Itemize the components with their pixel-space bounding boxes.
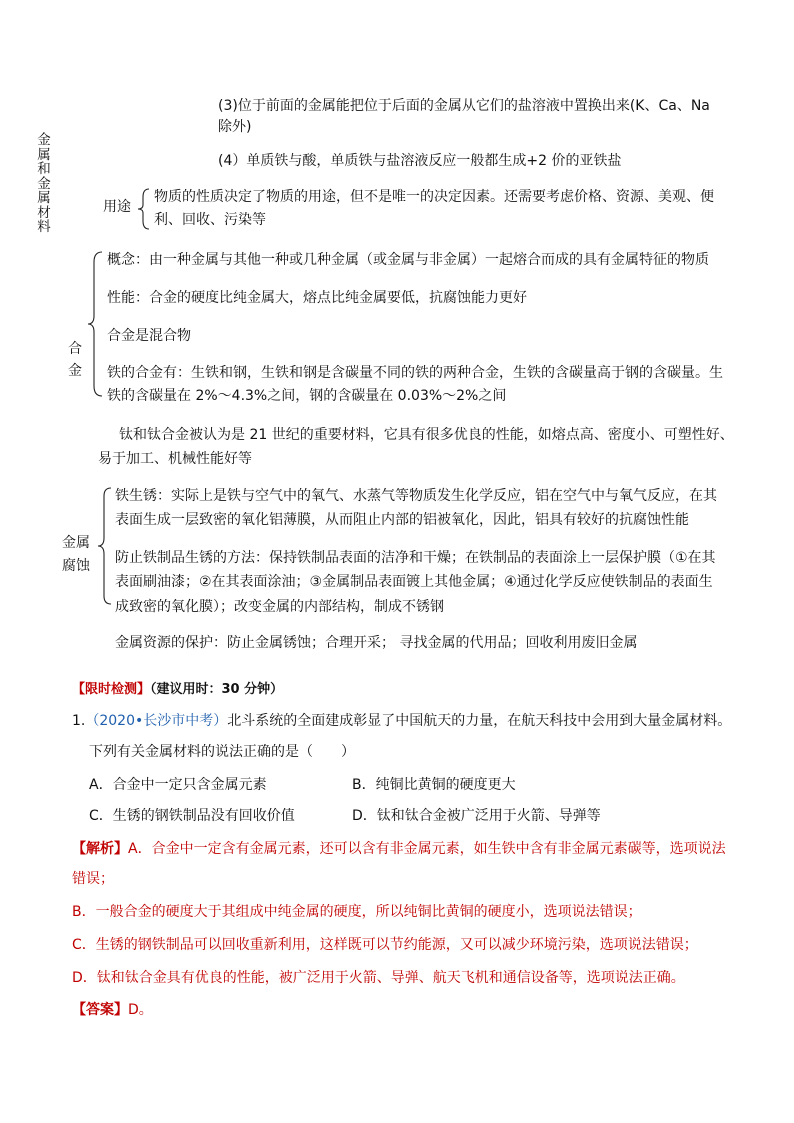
alloy-iron-line-2: 铁的含碳量在 2%～4.3%之间，钢的含碳量在 0.03%～2%之间 — [107, 388, 507, 404]
section-header — [72, 680, 283, 700]
analysis-line-d: D．钛和钛合金具有优良的性能，被广泛用于火箭、导弹、航天飞机和通信设备等，选项说法正确。 — [72, 970, 685, 986]
corrosion-brace — [96, 486, 114, 606]
analysis-label: 【解析】 — [72, 841, 128, 857]
alloy-property: 性能：合金的硬度比纯金属大，熔点比纯金属要低，抗腐蚀能力更好 — [107, 290, 527, 306]
analysis-a1-text: A．合金中一定含有金属元素，还可以含有非金属元素，如生铁中含有非金属元素碳等，选项说法 — [128, 841, 726, 857]
alloy-mixture: 合金是混合物 — [107, 328, 191, 344]
titanium-line-2: 易于加工、机械性能好等 — [98, 451, 252, 467]
property-line-3a: (3)位于前面的金属能把位于后面的金属从它们的盐溶液中置换出来(K、Ca、Na — [218, 98, 710, 114]
answer-value: D。 — [128, 1002, 153, 1018]
corrosion-prevent-line-2: 表面刷油漆；②在其表面涂油；③金属制品表面镀上其他金属；④通过化学反应使铁制品的表面生 — [115, 574, 713, 590]
question-stem-1: 北斗系统的全面建成彰显了中国航天的力量，在航天科技中会用到大量金属材料。 — [227, 713, 732, 729]
question-stem-2: 下列有关金属材料的说法正确的是（ ） — [89, 744, 355, 760]
question-1-line-1 — [72, 711, 731, 731]
resources-protection: 金属资源的保护：防止金属锈蚀；合理开采； 寻找金属的代用品；回收利用废旧金属 — [115, 635, 638, 651]
option-c: C．生锈的钢铁制品没有回收价值 — [89, 808, 295, 824]
section-time-note: （建议用时：30 分钟） — [150, 682, 284, 697]
analysis-line-b: B．一般合金的硬度大于其组成中纯金属的硬度，所以纯铜比黄铜的硬度小，选项说法错误； — [72, 904, 642, 920]
analysis-line-a1 — [72, 839, 726, 859]
corrosion-rust-line-1: 铁生锈：实际上是铁与空气中的氧气、水蒸气等物质发生化学反应，铝在空气中与氧气反应，在其 — [115, 488, 717, 504]
alloy-concept: 概念：由一种金属与其他一种或几种金属（或金属与非金属）一起熔合而成的具有金属特征的物质 — [107, 252, 709, 268]
use-label: 用途 — [103, 199, 131, 215]
corrosion-rust-line-2: 表面生成一层致密的氧化铝薄膜，从而阻止内部的铝被氧化，因此，铝具有较好的抗腐蚀性能 — [115, 512, 689, 528]
analysis-line-a2: 错误； — [72, 871, 114, 887]
alloy-brace — [86, 250, 106, 398]
option-a: A．合金中一定只含金属元素 — [89, 777, 267, 793]
analysis-line-c: C．生锈的钢铁制品可以回收重新利用，这样既可以节约能源，又可以减少环境污染，选项说法错误； — [72, 937, 698, 953]
use-line-2: 利、回收、污染等 — [154, 212, 266, 228]
use-brace — [136, 187, 152, 231]
question-source: （2020•长沙市中考） — [85, 713, 228, 729]
alloy-label-1: 合 — [68, 341, 82, 357]
corrosion-label-1: 金属 — [62, 535, 90, 551]
use-line-1: 物质的性质决定了物质的用途，但不是唯一的决定因素。还需要考虑价格、资源、美观、便 — [154, 189, 714, 205]
answer-label: 【答案】 — [72, 1002, 128, 1018]
section-bracket-title: 【限时检测】 — [72, 682, 151, 697]
property-line-3b: 除外) — [218, 119, 252, 135]
corrosion-label-2: 腐蚀 — [62, 558, 90, 574]
property-line-4: (4）单质铁与酸，单质铁与盐溶液反应一般都生成+2 价的亚铁盐 — [218, 153, 622, 169]
option-d: D．钛和钛合金被广泛用于火箭、导弹等 — [352, 808, 601, 824]
side-label-metals: 金属和金属材料 — [37, 132, 51, 235]
corrosion-prevent-line-3: 成致密的氧化膜）；改变金属的内部结构，制成不锈钢 — [115, 599, 444, 615]
option-b: B．纯铜比黄铜的硬度更大 — [352, 777, 516, 793]
answer-line — [72, 1000, 153, 1020]
alloy-label-2: 金 — [68, 363, 82, 379]
corrosion-prevent-line-1: 防止铁制品生锈的方法：保持铁制品表面的洁净和干燥；在铁制品的表面涂上一层保护膜（①在其 — [115, 550, 716, 566]
titanium-line-1: 钛和钛合金被认为是 21 世纪的重要材料，它具有很多优良的性能，如熔点高、密度小、可塑性好、 — [119, 427, 734, 443]
alloy-iron-line-1: 铁的合金有：生铁和钢，生铁和钢是含碳量不同的铁的两种合金，生铁的含碳量高于钢的含碳量。生 — [107, 365, 723, 381]
question-number: 1. — [72, 713, 86, 729]
